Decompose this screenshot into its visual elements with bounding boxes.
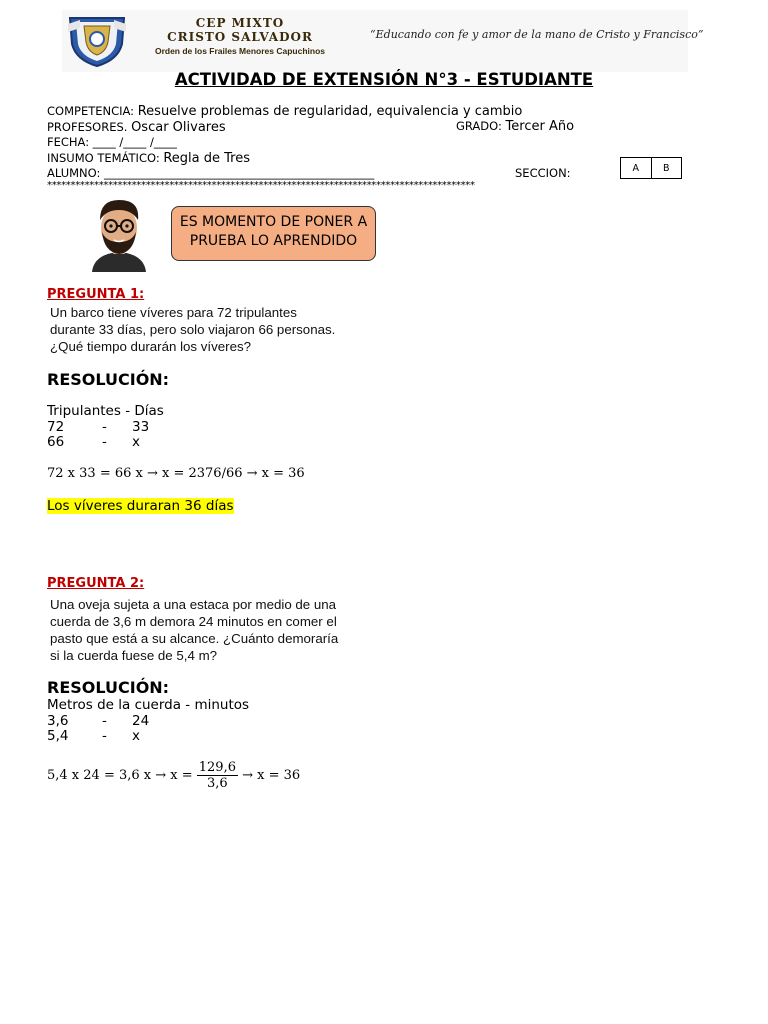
school-crest-logo	[66, 14, 128, 68]
answer-1-highlight: Los víveres duraran 36 días	[47, 498, 234, 514]
grado-value: Tercer Año	[505, 119, 575, 134]
question-2-label: PREGUNTA 2:	[47, 576, 145, 591]
table-cell: -	[102, 418, 107, 435]
equation-1: 72 x 33 = 66 x → x = 2376/66 → x = 36	[47, 466, 305, 481]
table-cell: -	[102, 712, 107, 729]
table-cell: 66	[47, 434, 65, 450]
teacher-avatar	[88, 196, 150, 272]
table-row	[47, 435, 164, 451]
alumno-line: ALUMNO: _______________________________________________	[47, 166, 375, 180]
school-order: Orden de los Frailes Menores Capuchinos	[154, 46, 326, 56]
question-1-text: Un barco tiene víveres para 72 tripulantes durante 33 días, pero solo viajaron 66 personas. ¿Qué tiempo durarán los víveres?	[50, 305, 336, 354]
resolution-1-table	[47, 404, 164, 451]
table-row	[47, 420, 164, 436]
school-name	[150, 16, 330, 56]
seccion-options	[620, 157, 682, 179]
table-cell: x	[132, 434, 140, 450]
insumo-line	[47, 151, 522, 167]
table-cell: -	[102, 434, 107, 450]
table-cell: 72	[47, 418, 65, 435]
table-cell: 24	[132, 712, 150, 729]
resolution-1-heading: RESOLUCIÓN:	[47, 370, 170, 389]
fraction-denominator: 3,6	[207, 776, 228, 791]
table-cell: 5,4	[47, 728, 69, 744]
fraction-numerator: 129,6	[198, 760, 236, 775]
resolution-2-table	[47, 698, 249, 745]
table-cell: 33	[132, 418, 150, 435]
table-header: Metros de la cuerda - minutos	[47, 697, 250, 713]
fecha-line: FECHA: ____ /____ /____	[47, 135, 177, 149]
school-name-line1: CEP MIXTO	[195, 16, 285, 30]
profesores-value: Oscar Olivares	[131, 119, 226, 135]
separator-line: *******************************************************************************************	[47, 180, 475, 191]
grado-label: GRADO:	[456, 119, 506, 133]
profesores-line	[47, 120, 522, 136]
question-1-label: PREGUNTA 1:	[47, 287, 145, 302]
competencia-value: Resuelve problemas de regularidad, equivalencia y cambio	[137, 104, 523, 119]
seccion-option-b[interactable]: B	[662, 162, 670, 174]
table-row	[47, 714, 249, 730]
table-cell: 3,6	[47, 712, 69, 729]
competencia-label: COMPETENCIA:	[47, 104, 138, 118]
equation-2-right: → x = 36	[242, 768, 301, 783]
insumo-label: INSUMO TEMÁTICO:	[47, 150, 164, 165]
competencia-line	[47, 104, 522, 120]
equation-2-fraction	[197, 760, 238, 791]
question-2-text: Una oveja sujeta a una estaca por medio de una cuerda de 3,6 m demora 24 minutos en comer el pasto que está a su alcance. ¿Cuánto demoraría si la cuerda fuese de 5,4 m?	[50, 597, 339, 663]
equation-2-left: 5,4 x 24 = 3,6 x → x =	[47, 768, 193, 783]
student-info-fields	[47, 104, 522, 182]
school-name-line2: CRISTO SALVADOR	[167, 30, 313, 44]
page-title: ACTIVIDAD DE EXTENSIÓN N°3 - ESTUDIANTE	[174, 70, 594, 89]
school-motto: “Educando con fe y amor de la mano de Cristo y Francisco”	[370, 28, 704, 41]
seccion-option-a[interactable]: A	[621, 158, 652, 178]
seccion-label: SECCION:	[515, 166, 571, 180]
grado-line	[456, 119, 574, 134]
table-header: Tripulantes - Días	[47, 403, 164, 419]
insumo-value: Regla de Tres	[163, 150, 251, 166]
speech-bubble: ES MOMENTO DE PONER A PRUEBA LO APRENDIDO	[171, 206, 376, 261]
table-cell: -	[102, 728, 107, 744]
table-row	[47, 729, 249, 745]
resolution-2-heading: RESOLUCIÓN:	[47, 678, 170, 697]
equation-2	[47, 760, 300, 791]
table-cell: x	[132, 728, 140, 744]
profesores-label: PROFESORES.	[47, 119, 132, 134]
